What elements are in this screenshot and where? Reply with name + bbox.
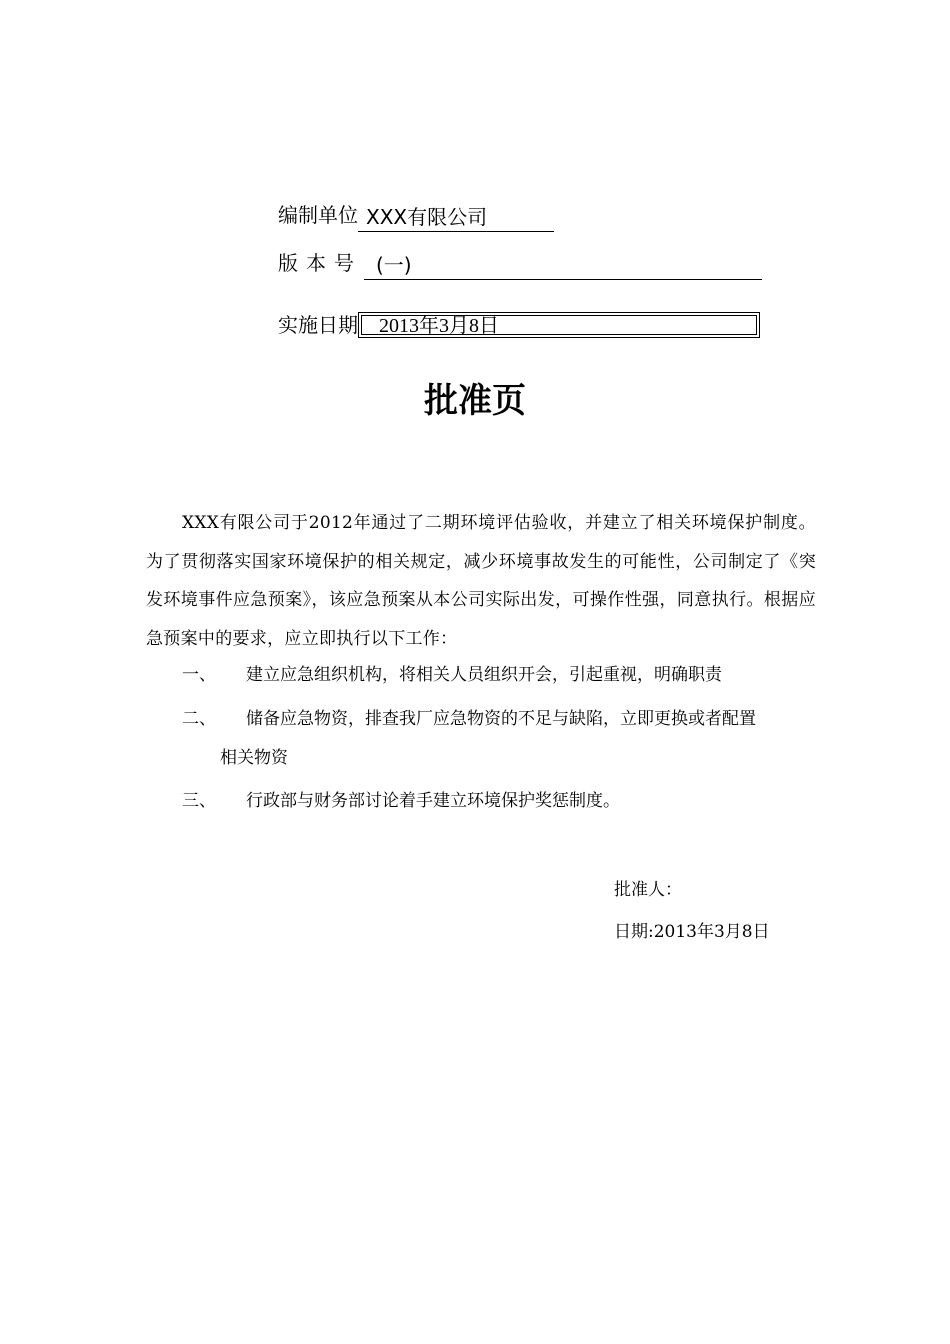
list-item-number: 二、 <box>182 709 216 729</box>
version-value: (一) <box>364 251 762 280</box>
intro-paragraph: XXX有限公司于2012年通过了二期环境评估验收，并建立了相关环境保护制度。为了贯彻落实国家环境保护的相关规定，减少环境事故发生的可能性，公司制定了《突发环境事件应急预案》，该应急预案从本公司实际出发，可操作性强，同意执行。根据应急预案中的要求，应立即执行以下工作： <box>146 513 816 649</box>
body-paragraph <box>146 504 816 658</box>
page-title: 批准页 <box>424 381 526 421</box>
list-item <box>182 656 822 695</box>
list-item <box>182 700 822 777</box>
implementation-date-row <box>278 308 760 342</box>
list-item-continuation: 相关物资 <box>220 747 288 768</box>
list-item-text: 行政部与财务部讨论着手建立环境保护奖惩制度。 <box>246 791 620 811</box>
implementation-date-label: 实施日期 <box>278 313 358 337</box>
list-item <box>182 782 822 821</box>
implementation-date-field: 2013年3月8日 <box>358 312 760 338</box>
list-item-number: 一、 <box>182 665 216 685</box>
approver-label: 批准人： <box>614 880 682 900</box>
compiling-unit-row <box>278 198 554 232</box>
list-item-text: 储备应急物资，排查我厂应急物资的不足与缺陷，立即更换或者配置 <box>246 709 756 729</box>
list-item-number: 三、 <box>182 791 216 811</box>
approval-date: 日期:2013年3月8日 <box>614 922 770 942</box>
compiling-unit-label: 编制单位 <box>278 203 358 227</box>
version-row <box>278 246 762 280</box>
version-label: 版本号 <box>278 251 362 275</box>
compiling-unit-value: XXX有限公司 <box>358 203 554 232</box>
list-item-text: 建立应急组织机构，将相关人员组织开会，引起重视，明确职责 <box>246 665 722 685</box>
